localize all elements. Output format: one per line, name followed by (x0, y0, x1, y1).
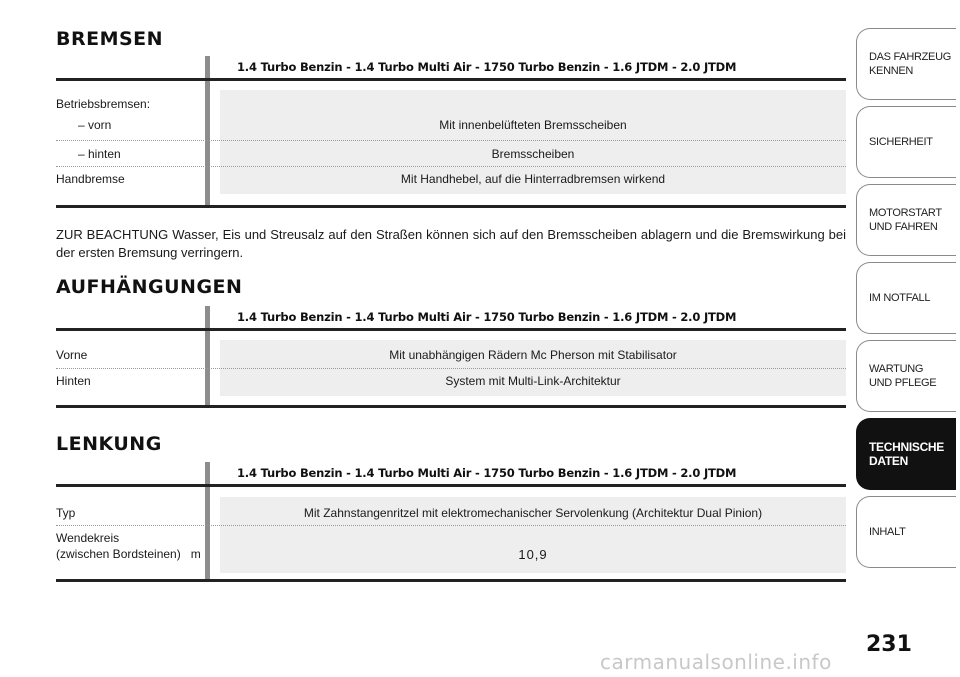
sidebar-tab-inhalt[interactable] (856, 496, 956, 568)
label-turning-circle: Wendekreis (56, 531, 120, 545)
label-service-brakes: Betriebsbremsen: (56, 97, 151, 111)
value-front-suspension: Mit unabhängigen Rädern Mc Pherson mit Stabilisator (389, 348, 677, 362)
sidebar-tab-motorstart[interactable] (856, 184, 956, 256)
row-separator (56, 140, 846, 141)
row-separator (56, 525, 846, 526)
section-title-lenkung: LENKUNG (56, 433, 162, 455)
sidebar-tab-label: DAS FAHRZEUG KENNEN (869, 51, 951, 77)
sidebar-tab-technische-daten[interactable] (856, 418, 956, 490)
table-top-rule (56, 328, 846, 331)
table-top-rule (56, 484, 846, 487)
sidebar-tab-sicherheit[interactable] (856, 106, 956, 178)
label-turning-circle-unit: (zwischen Bordsteinen) m (56, 547, 201, 561)
column-divider (205, 306, 210, 406)
sidebar-tab-label: MOTORSTART UND FAHREN (869, 207, 942, 233)
value-rear-suspension: System mit Multi-Link-Architektur (445, 374, 621, 388)
section-title-aufhaengungen: AUFHÄNGUNGEN (56, 276, 243, 298)
sidebar-tab-label: IM NOTFALL (869, 292, 931, 304)
engine-header: 1.4 Turbo Benzin - 1.4 Turbo Multi Air - 1750 Turbo Benzin - 1.6 JTDM - 2.0 JTDM (237, 310, 737, 324)
engine-header: 1.4 Turbo Benzin - 1.4 Turbo Multi Air - 1750 Turbo Benzin - 1.6 JTDM - 2.0 JTDM (237, 466, 737, 480)
table-top-rule (56, 78, 846, 81)
sidebar-tab-label: WARTUNG UND PFLEGE (869, 363, 937, 389)
label-steering-type: Typ (56, 506, 76, 520)
section-title-bremsen: BREMSEN (56, 28, 164, 50)
chapter-sidebar (856, 28, 956, 574)
label-front-suspension: Vorne (56, 348, 88, 362)
row-separator (56, 368, 846, 369)
label-rear: – hinten (78, 147, 121, 161)
sidebar-tab-wartung[interactable] (856, 340, 956, 412)
sidebar-tab-label: INHALT (869, 526, 906, 538)
table-bottom-rule (56, 205, 846, 208)
table-bottom-rule (56, 579, 846, 582)
value-front-brakes: Mit innenbelüfteten Bremsscheiben (439, 118, 627, 132)
value-steering-type: Mit Zahnstangenritzel mit elektromechanischer Servolenkung (Architektur Dual Pinion) (303, 506, 763, 520)
page-number: 231 (866, 632, 912, 657)
sidebar-tab-das-fahrzeug-kennen[interactable] (856, 28, 956, 100)
value-turning-circle: 10,9 (518, 547, 548, 562)
label-handbrake: Handbremse (56, 172, 125, 186)
engine-header: 1.4 Turbo Benzin - 1.4 Turbo Multi Air - 1750 Turbo Benzin - 1.6 JTDM - 2.0 JTDM (237, 60, 737, 74)
note-paragraph: ZUR BEACHTUNG Wasser, Eis und Streusalz auf den Straßen können sich auf den Bremsscheiben ablagern und die Bremswirkung bei der ersten Bremsung verringern. (56, 227, 846, 260)
column-divider (205, 462, 210, 580)
table-bottom-rule (56, 405, 846, 408)
watermark: carmanualsonline.info (600, 650, 832, 674)
value-handbrake: Mit Handhebel, auf die Hinterradbremsen wirkend (400, 172, 666, 186)
sidebar-tab-label: TECHNISCHE DATEN (869, 440, 945, 468)
label-front: – vorn (78, 118, 112, 132)
row-separator (56, 166, 846, 167)
sidebar-tab-label: SICHERHEIT (869, 136, 933, 148)
value-rear-brakes: Bremsscheiben (491, 147, 575, 161)
label-rear-suspension: Hinten (56, 374, 91, 388)
sidebar-tab-im-notfall[interactable] (856, 262, 956, 334)
